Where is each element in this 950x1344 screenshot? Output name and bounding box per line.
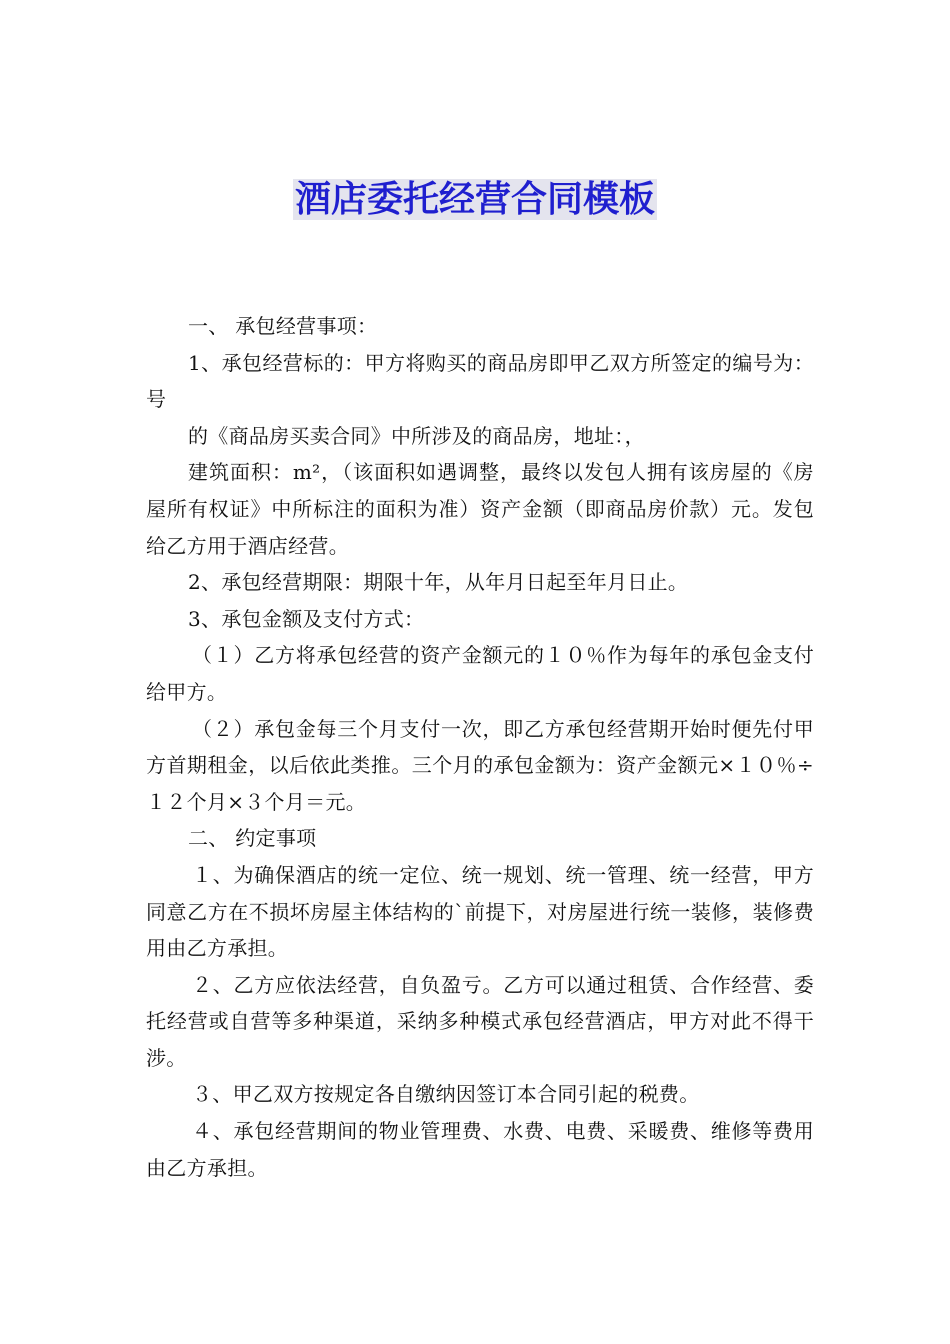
paragraph: 建筑面积：m²，（该面积如遇调整，最终以发包人拥有该房屋的《房屋所有权证》中所标注的面积为准）资产金额（即商品房价款）元。发包给乙方用于酒店经营。 (146, 460, 814, 558)
paragraph: ４、承包经营期间的物业管理费、水费、电费、采暖费、维修等费用由乙方承担。 (146, 1119, 814, 1180)
paragraph: （２）承包金每三个月支付一次，即乙方承包经营期开始时便先付甲方首期租金，以后依此类推。三个月的承包金额为：资产金额元×１０％÷１２个月×３个月＝元。 (146, 716, 814, 814)
title-text: 酒店委托经营合同模板 (294, 179, 655, 220)
paragraph: ２、乙方应依法经营，自负盈亏。乙方可以通过租赁、合作经营、委托经营或自营等多种渠道，采纳多种模式承包经营酒店，甲方对此不得干涉。 (146, 972, 814, 1070)
paragraph: 3、承包金额及支付方式： (188, 606, 425, 631)
paragraph: １、为确保酒店的统一定位、统一规划、统一管理、统一经营，甲方同意乙方在不损坏房屋主体结构的`前提下，对房屋进行统一装修，装修费用由乙方承担。 (146, 862, 814, 961)
section-heading: 一、 承包经营事项： (188, 314, 378, 338)
paragraph: （１）乙方将承包经营的资产金额元的１０％作为每年的承包金支付给甲方。 (146, 643, 814, 704)
paragraph: ３、甲乙双方按规定各自缴纳因签订本合同引起的税费。 (192, 1082, 700, 1107)
section-heading: 二、 约定事项 (188, 826, 317, 851)
document-body (146, 308, 814, 1186)
document-title (0, 176, 950, 224)
paragraph: 1、承包经营标的：甲方将购买的商品房即甲乙双方所签定的编号为： 号 (146, 350, 814, 412)
paragraph: 的《商品房买卖合同》中所涉及的商品房，地址：， (188, 423, 645, 448)
paragraph: 2、承包经营期限：期限十年，从年月日起至年月日止。 (188, 570, 689, 595)
